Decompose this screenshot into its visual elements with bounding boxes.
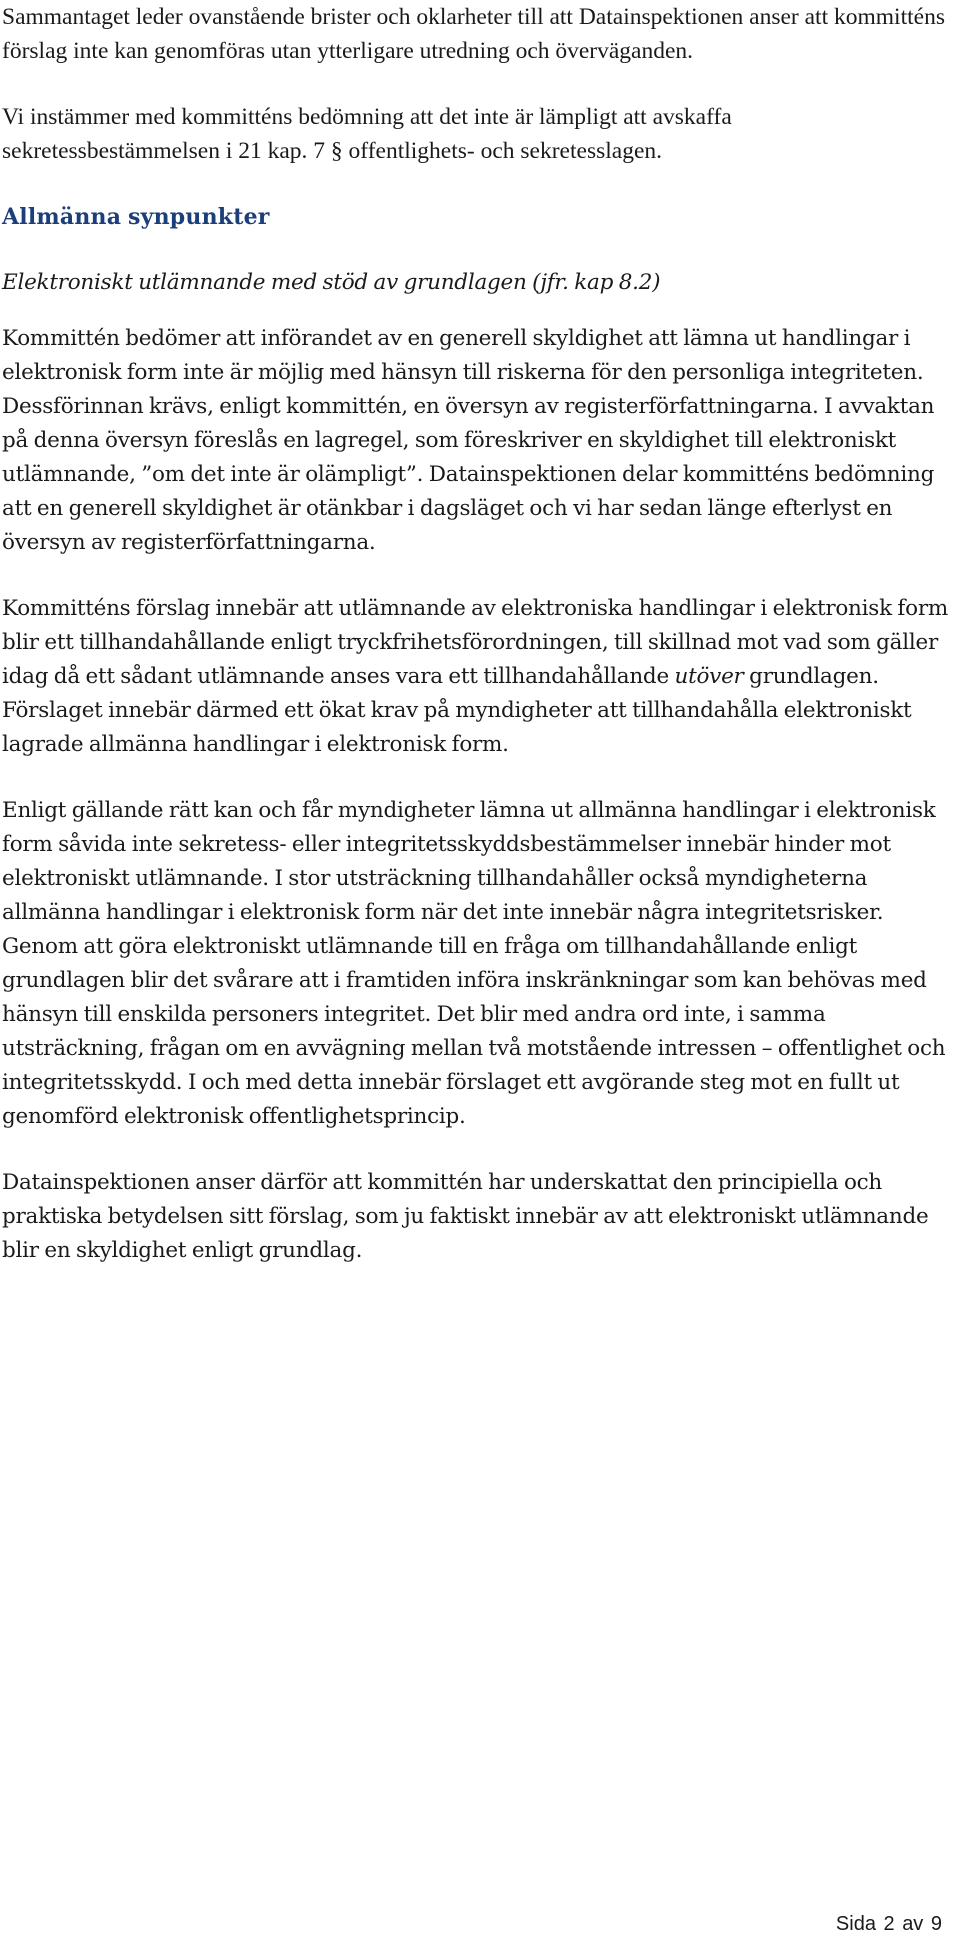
document-body — [2, 0, 954, 1300]
paragraph-2-emphasis: utöver — [674, 664, 744, 689]
body-paragraph-4: Datainspektionen anser därför att kommittén har underskattat den principiella och praktiska betydelsen sitt förslag, som ju faktiskt innebär av att elektroniskt utlämnande blir en skyldighet enligt grundlag. — [2, 1170, 929, 1263]
paragraph-2-text-after: grundlagen. Förslaget innebär därmed ett ökat krav på myndigheter att tillhandahålla elektroniskt lagrade allmänna handlingar i elektronisk form. — [2, 664, 912, 757]
body-paragraph-3: Enligt gällande rätt kan och får myndigheter lämna ut allmänna handlingar i elektronisk form såvida inte sekretess- eller integritetsskyddsbestämmelser innebär hinder mot elektroniskt utlämnande. I stor utsträckning tillhandahåller också myndigheterna allmänna handlingar i elektronisk form när det inte innebär några integritetsrisker. Genom att göra elektroniskt utlämnande till en fråga om tillhandahållande enligt grundlagen blir det svårare att i framtiden införa inskränkningar som kan behövas med hänsyn till enskilda personers integritet. Det blir med andra ord inte, i samma utsträckning, frågan om en avvägning mellan två motstående intressen – offentlighet och integritetsskydd. I och med detta innebär förslaget ett avgörande steg mot en fullt ut genomförd elektronisk offentlighetsprincip. — [2, 798, 946, 1129]
paragraph-2-text-before: Kommitténs förslag innebär att utlämnande av elektroniska handlingar i elektronisk form blir ett tillhandahållande enligt tryckfrihetsförordningen, till skillnad mot vad som gäller idag då ett sådant utlämnande anses vara ett tillhandahållande — [2, 596, 948, 689]
section-heading: Allmänna synpunkter — [2, 204, 270, 230]
section-subheading: Elektroniskt utlämnande med stöd av grundlagen (jfr. kap 8.2) — [2, 270, 661, 295]
intro-paragraph-2: Vi instämmer med kommitténs bedömning att det inte är lämpligt att avskaffa sekretessbestämmelsen i 21 kap. 7 § offentlighets- och sekretesslagen. — [2, 104, 732, 164]
body-paragraph-2 — [2, 592, 954, 762]
body-paragraph-1: Kommittén bedömer att införandet av en generell skyldighet att lämna ut handlingar i elektronisk form inte är möjlig med hänsyn till riskerna för den personliga integriteten. Dessförinnan krävs, enligt kommittén, en översyn av registerförfattningarna. I avvaktan på denna översyn föreslås en lagregel, som föreskriver en skyldighet till elektroniskt utlämnande, ”om det inte är olämpligt”. Datainspektionen delar kommitténs bedömning att en generell skyldighet är otänkbar i dagsläget och vi har sedan länge efterlyst en översyn av registerförfattningarna. — [2, 326, 935, 555]
intro-paragraph-1: Sammantaget leder ovanstående brister och oklarheter till att Datainspektionen anser att kommitténs förslag inte kan genomföras utan ytterligare utredning och överväganden. — [2, 4, 945, 64]
page-number: Sida 2 av 9 — [835, 1913, 942, 1935]
